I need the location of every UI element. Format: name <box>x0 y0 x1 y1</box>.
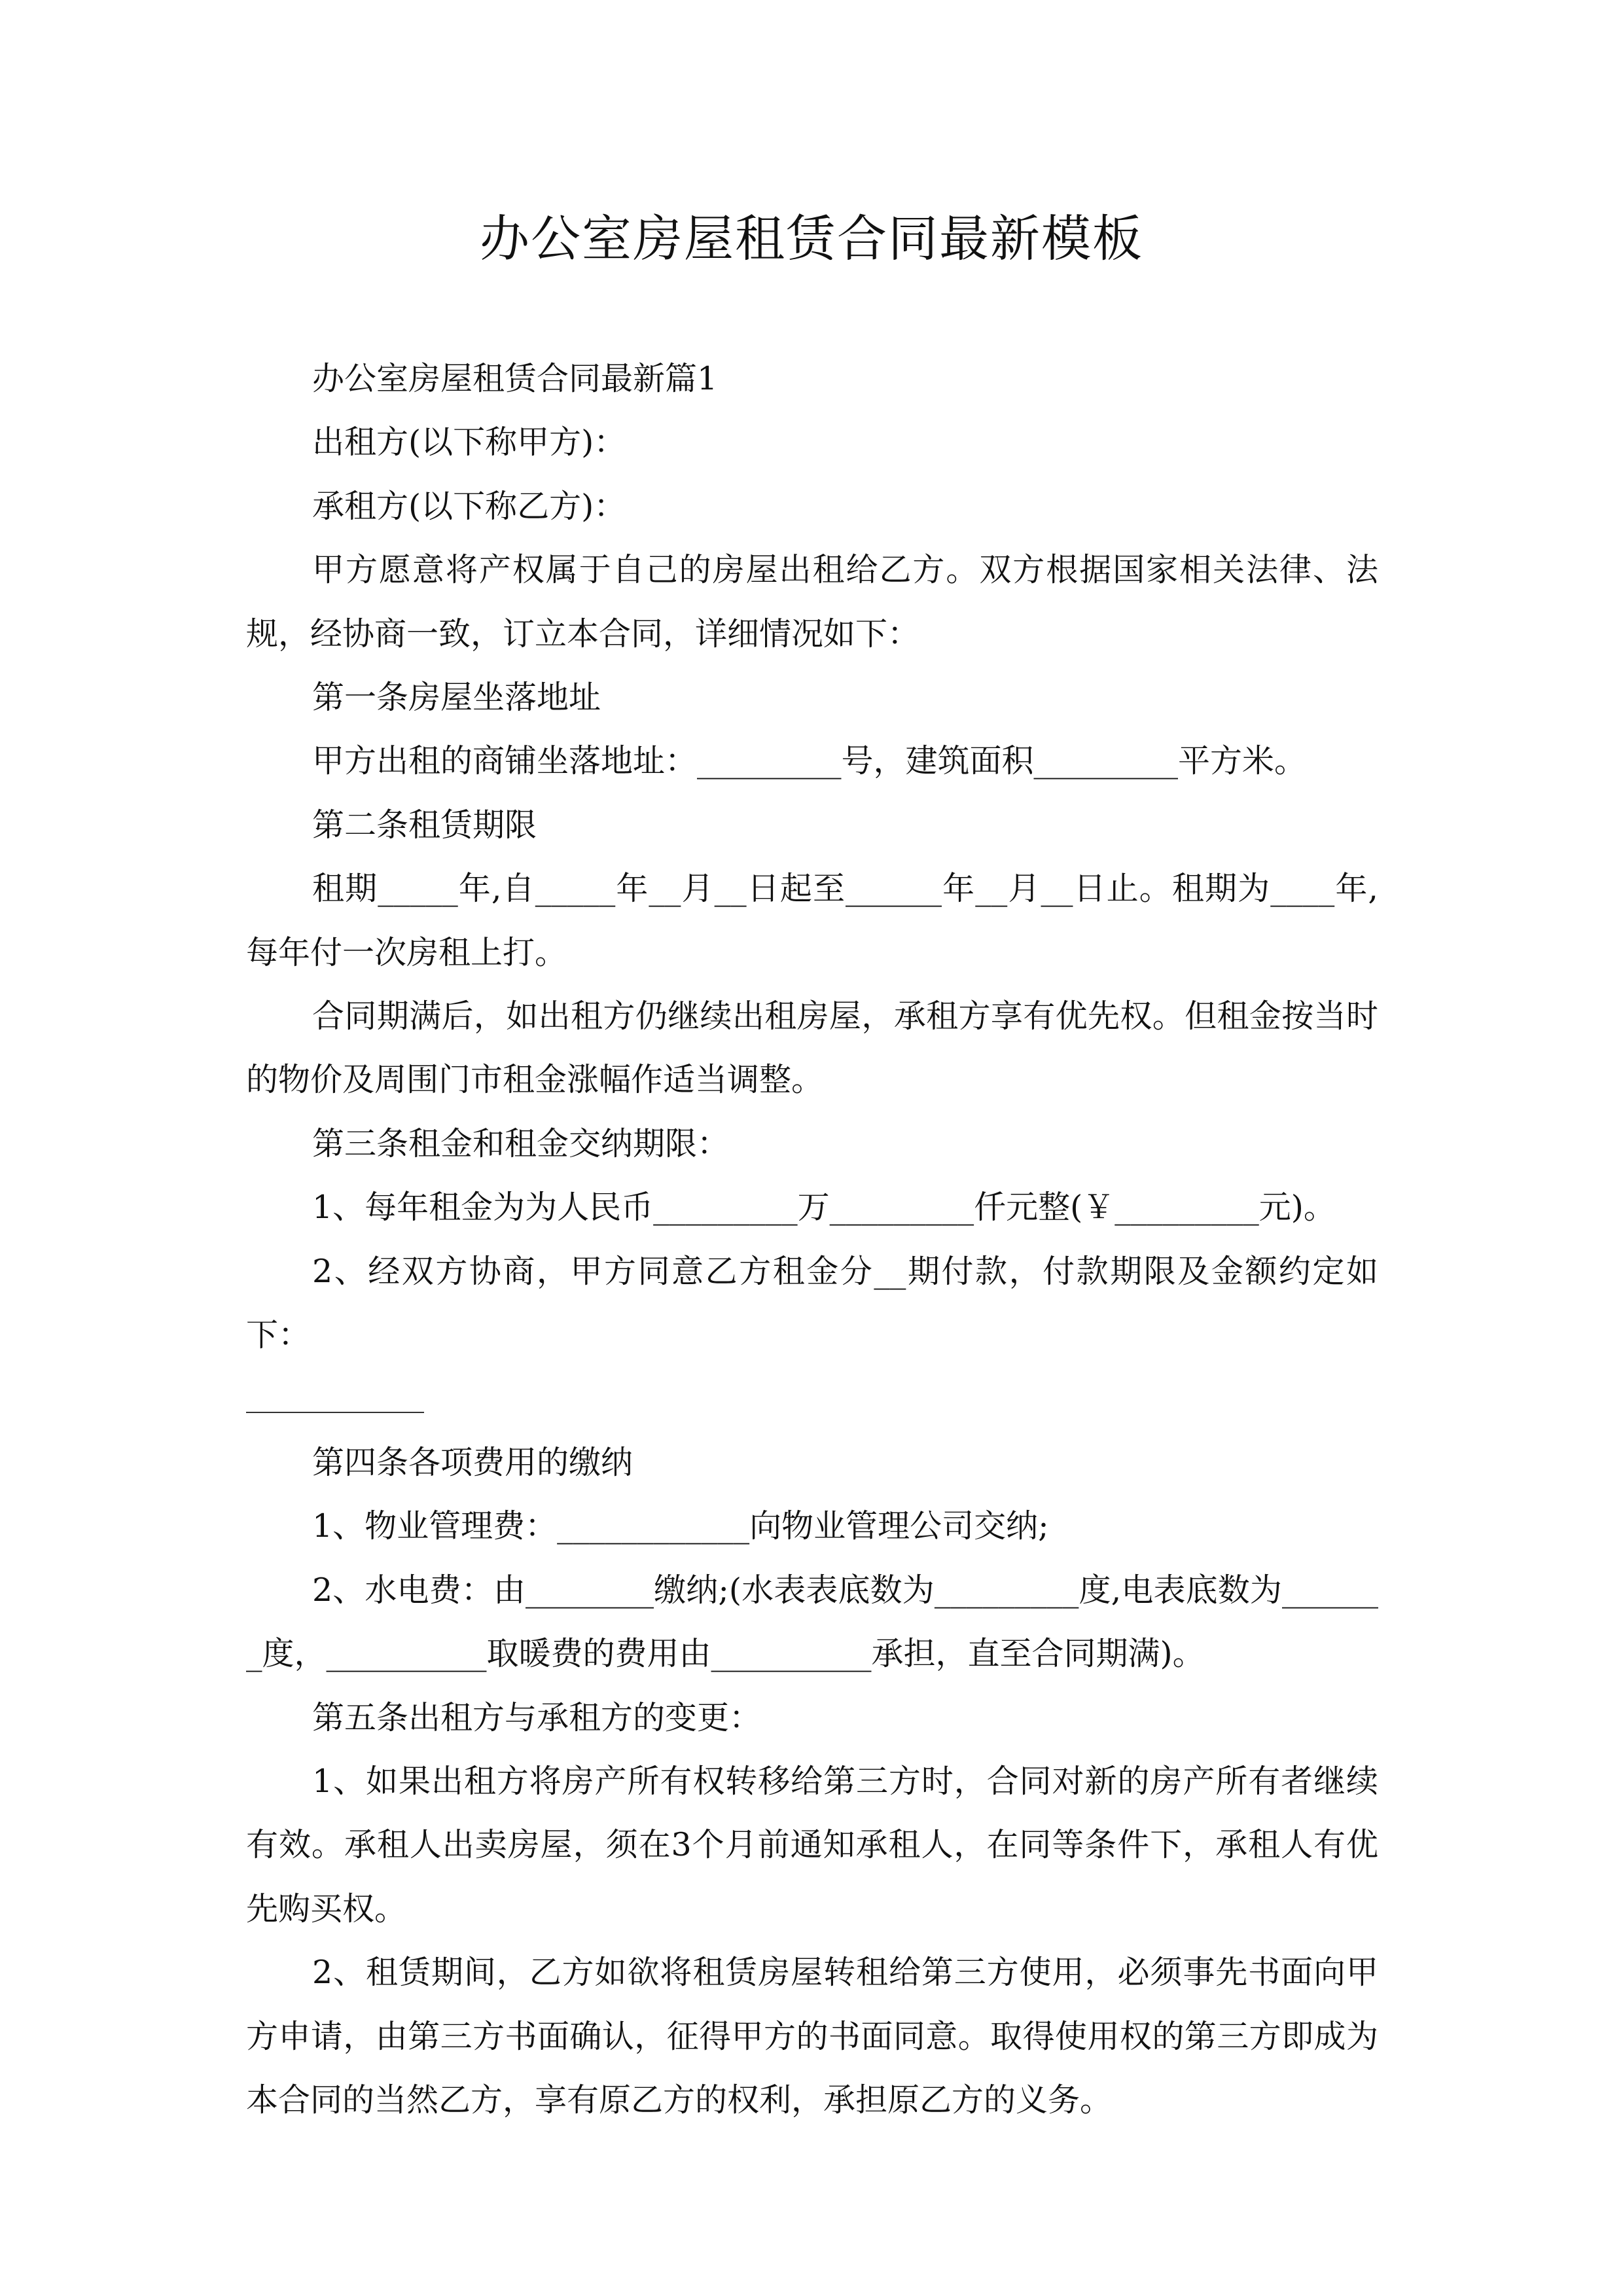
lessor-field: 出租方(以下称甲方)： <box>312 423 626 461</box>
paragraph: 1、物业管理费：____________向物业管理公司交纳; <box>312 1507 1049 1545</box>
blank-fill-line <box>246 1367 1378 1431</box>
article-heading: 第二条租赁期限 <box>312 806 537 844</box>
article-heading: 第五条出租方与承租方的变更： <box>312 1698 762 1736</box>
paragraph: 1、如果出租方将房产所有权转移给第三方时，合同对新的房产所有者继续有效。承租人出卖房屋，须在3个月前通知承租人，在同等条件下，承租人有优先购买权。 <box>246 1762 1378 1928</box>
document-title: 办公室房屋租赁合同最新模板 <box>480 209 1143 268</box>
paragraph: 2、经双方协商，甲方同意乙方租金分__期付款，付款期限及金额约定如下： <box>246 1252 1378 1354</box>
article-heading: 第四条各项费用的缴纳 <box>312 1443 633 1481</box>
section-heading: 办公室房屋租赁合同最新篇1 <box>312 360 718 397</box>
lessee-field: 承租方(以下称乙方)： <box>312 487 626 525</box>
article-heading: 第三条租金和租金交纳期限： <box>312 1124 730 1162</box>
article-heading: 第一条房屋坐落地址 <box>312 679 601 717</box>
paragraph: 2、租赁期间，乙方如欲将租赁房屋转租给第三方使用，必须事先书面向甲方申请，由第三方书面确认，征得甲方的书面同意。取得使用权的第三方即成为本合同的当然乙方，享有原乙方的权利，承担原乙方的义务。 <box>246 1954 1378 2119</box>
paragraph: 1、每年租金为为人民币_________万_________仟元整(￥_________元)。 <box>312 1189 1336 1227</box>
paragraph: 租期_____年,自_____年__月__日起至______年__月__日止。租期为____年,每年付一次房租上打。 <box>246 870 1378 971</box>
document-body <box>246 347 1378 2132</box>
paragraph: 2、水电费：由________缴纳;(水表表底数为_________度,电表底数为_______度，__________取暖费的费用由__________承担，直至合同期满)。 <box>246 1571 1378 1673</box>
paragraph: 甲方出租的商铺坐落地址：_________号，建筑面积_________平方米。 <box>312 742 1307 780</box>
paragraph: 合同期满后，如出租方仍继续出租房屋，承租方享有优先权。但租金按当时的物价及周围门市租金涨幅作适当调整。 <box>246 997 1378 1099</box>
paragraph: 甲方愿意将产权属于自己的房屋出租给乙方。双方根据国家相关法律、法规，经协商一致，订立本合同，详细情况如下： <box>246 551 1378 653</box>
